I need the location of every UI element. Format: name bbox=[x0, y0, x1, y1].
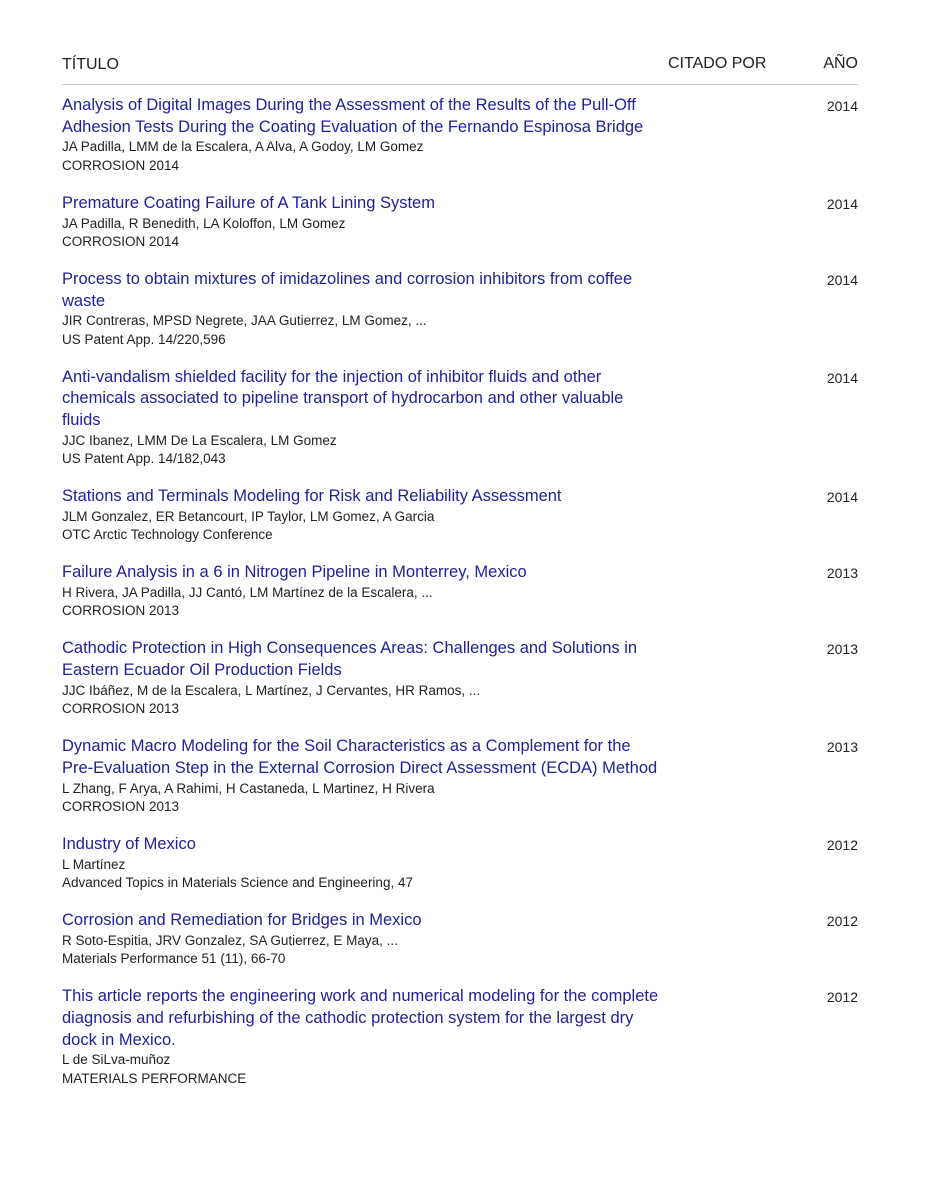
article-venue: Materials Performance 51 (11), 66-70 bbox=[62, 951, 286, 967]
article-row bbox=[62, 367, 858, 469]
header-year: AÑO bbox=[823, 55, 858, 72]
article-year: 2014 bbox=[826, 195, 858, 212]
article-year: 2012 bbox=[826, 913, 858, 930]
article-venue: CORROSION 2013 bbox=[62, 798, 180, 814]
article-list bbox=[62, 85, 858, 1088]
article-year: 2013 bbox=[826, 565, 858, 582]
article-row bbox=[62, 193, 858, 251]
article-venue: CORROSION 2014 bbox=[62, 157, 180, 173]
article-title-link[interactable]: Corrosion and Remediation for Bridges in Mexico bbox=[62, 911, 422, 930]
article-year: 2014 bbox=[826, 369, 858, 386]
article-title-link[interactable]: Premature Coating Failure of A Tank Lining System bbox=[62, 193, 435, 212]
article-authors: JIR Contreras, MPSD Negrete, JAA Gutierrez, LM Gomez, ... bbox=[62, 313, 427, 329]
article-title-link[interactable]: Analysis of Digital Images During the Assessment of the Results of the Pull-Off Adhesion Tests During the Coating Evaluation of the Fernando Espinosa Bridge bbox=[62, 96, 644, 136]
article-row bbox=[62, 562, 858, 620]
article-venue: Advanced Topics in Materials Science and Engineering, 47 bbox=[62, 875, 413, 890]
article-authors: JJC Ibáñez, M de la Escalera, L Martínez, J Cervantes, HR Ramos, ... bbox=[62, 682, 481, 698]
article-venue: US Patent App. 14/182,043 bbox=[62, 451, 226, 467]
article-title-link[interactable]: Dynamic Macro Modeling for the Soil Characteristics as a Complement for the Pre-Evaluation Step in the External Corrosion Direct Assessment (ECDA) Method bbox=[62, 737, 658, 777]
article-year: 2014 bbox=[826, 271, 858, 288]
header-title: TÍTULO bbox=[62, 56, 119, 73]
article-authors: JA Padilla, LMM de la Escalera, A Alva, A Godoy, LM Gomez bbox=[62, 139, 424, 155]
article-venue: MATERIALS PERFORMANCE bbox=[62, 1070, 247, 1086]
article-title-link[interactable]: Anti-vandalism shielded facility for the injection of inhibitor fluids and other chemicals associated to pipeline transport of hydrocarbon and other valuable fluids bbox=[62, 367, 624, 430]
article-row bbox=[62, 736, 858, 816]
article-authors: H Rivera, JA Padilla, JJ Cantó, LM Martínez de la Escalera, ... bbox=[62, 585, 433, 601]
article-row bbox=[62, 486, 858, 544]
article-year: 2013 bbox=[826, 739, 858, 756]
header-cited-by: CITADO POR bbox=[668, 55, 767, 72]
article-row bbox=[62, 986, 858, 1088]
article-authors: L Martínez bbox=[62, 856, 126, 872]
publications-table bbox=[62, 52, 858, 1106]
article-row bbox=[62, 910, 858, 968]
article-authors: L Zhang, F Arya, A Rahimi, H Castaneda, L Martinez, H Rivera bbox=[62, 780, 435, 796]
article-row bbox=[62, 95, 858, 175]
article-authors: L de SiLva-muñoz bbox=[62, 1052, 171, 1068]
article-authors: JJC Ibanez, LMM De La Escalera, LM Gomez bbox=[62, 432, 337, 448]
article-row bbox=[62, 269, 858, 349]
article-row bbox=[62, 638, 858, 718]
article-year: 2013 bbox=[826, 641, 858, 658]
article-authors: R Soto-Espitia, JRV Gonzalez, SA Gutierrez, E Maya, ... bbox=[62, 932, 398, 948]
article-venue: OTC Arctic Technology Conference bbox=[62, 527, 273, 543]
article-title-link[interactable]: Stations and Terminals Modeling for Risk and Reliability Assessment bbox=[62, 487, 562, 506]
table-header bbox=[62, 52, 858, 85]
article-authors: JA Padilla, R Benedith, LA Koloffon, LM Gomez bbox=[62, 215, 346, 231]
article-authors: JLM Gonzalez, ER Betancourt, IP Taylor, LM Gomez, A Garcia bbox=[62, 508, 435, 524]
article-venue: CORROSION 2013 bbox=[62, 603, 180, 619]
article-year: 2014 bbox=[826, 489, 858, 506]
article-title-link[interactable]: This article reports the engineering work and numerical modeling for the complete diagnosis and refurbishing of the cathodic protection system for the largest dry dock in Mexico. bbox=[62, 987, 659, 1049]
article-year: 2014 bbox=[826, 98, 858, 114]
article-year: 2012 bbox=[826, 989, 858, 1006]
article-venue: CORROSION 2014 bbox=[62, 233, 180, 249]
article-title-link[interactable]: Failure Analysis in a 6 in Nitrogen Pipeline in Monterrey, Mexico bbox=[62, 563, 527, 582]
article-year: 2012 bbox=[826, 837, 858, 854]
article-venue: US Patent App. 14/220,596 bbox=[62, 331, 226, 347]
article-title-link[interactable]: Industry of Mexico bbox=[62, 835, 196, 854]
article-title-link[interactable]: Cathodic Protection in High Consequences Areas: Challenges and Solutions in Eastern Ecuador Oil Production Fields bbox=[62, 639, 638, 680]
article-row bbox=[62, 834, 858, 892]
article-venue: CORROSION 2013 bbox=[62, 701, 180, 717]
article-title-link[interactable]: Process to obtain mixtures of imidazolines and corrosion inhibitors from coffee waste bbox=[62, 269, 633, 310]
